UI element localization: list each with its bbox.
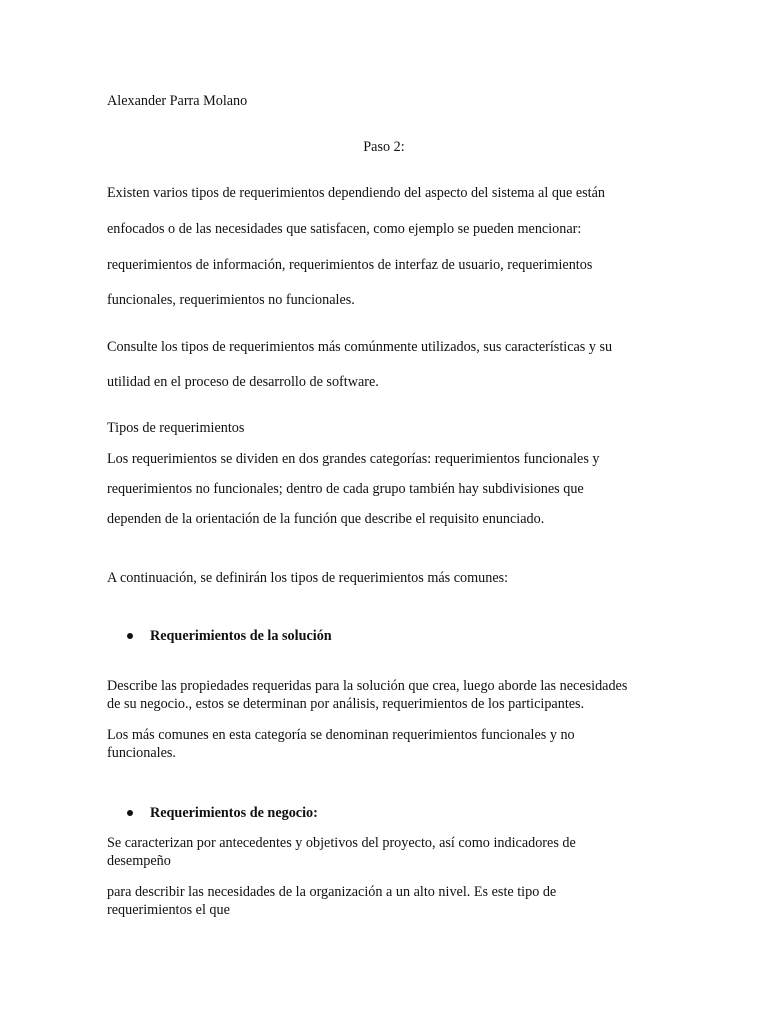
intro-line-3: requerimientos de información, requerimientos de interfaz de usuario, requerimientos [107, 257, 593, 273]
bullet-dot-icon [127, 633, 133, 639]
types-heading: Tipos de requerimientos [107, 420, 245, 436]
types-line-3: dependen de la orientación de la función que describe el requisito enunciado. [107, 511, 545, 527]
bullet-business-label: Requerimientos de negocio: [150, 805, 318, 821]
bullet-solution [127, 627, 332, 645]
step-heading: Paso 2: [363, 139, 405, 155]
business-para1-line-1: Se caracterizan por antecedentes y objetivos del proyecto, así como indicadores de [107, 835, 576, 851]
author-name: Alexander Parra Molano [107, 93, 248, 109]
solution-para2-line-2: funcionales. [107, 745, 176, 761]
bullet-business [127, 804, 318, 822]
prompt-line-1: Consulte los tipos de requerimientos más comúnmente utilizados, sus características y su [107, 339, 613, 355]
types-continuation: A continuación, se definirán los tipos de requerimientos más comunes: [107, 570, 509, 586]
bullet-dot-icon [127, 810, 133, 816]
bullet-solution-label: Requerimientos de la solución [150, 628, 332, 644]
business-para1-line-2: desempeño [107, 853, 171, 869]
solution-para1-line-2: de su negocio., estos se determinan por análisis, requerimientos de los participantes. [107, 696, 585, 712]
intro-line-2: enfocados o de las necesidades que satisfacen, como ejemplo se pueden mencionar: [107, 221, 582, 237]
intro-line-4: funcionales, requerimientos no funcionales. [107, 292, 355, 308]
solution-para1-line-1: Describe las propiedades requeridas para la solución que crea, luego aborde las necesidades [107, 678, 628, 694]
business-para2-line-2: requerimientos el que [107, 902, 230, 918]
business-para2-line-1: para describir las necesidades de la organización a un alto nivel. Es este tipo de [107, 884, 557, 900]
solution-para2-line-1: Los más comunes en esta categoría se denominan requerimientos funcionales y no [107, 727, 575, 743]
types-line-1: Los requerimientos se dividen en dos grandes categorías: requerimientos funcionales y [107, 451, 600, 467]
intro-line-1: Existen varios tipos de requerimientos dependiendo del aspecto del sistema al que están [107, 185, 605, 201]
types-line-2: requerimientos no funcionales; dentro de cada grupo también hay subdivisiones que [107, 481, 584, 497]
prompt-line-2: utilidad en el proceso de desarrollo de software. [107, 374, 379, 390]
